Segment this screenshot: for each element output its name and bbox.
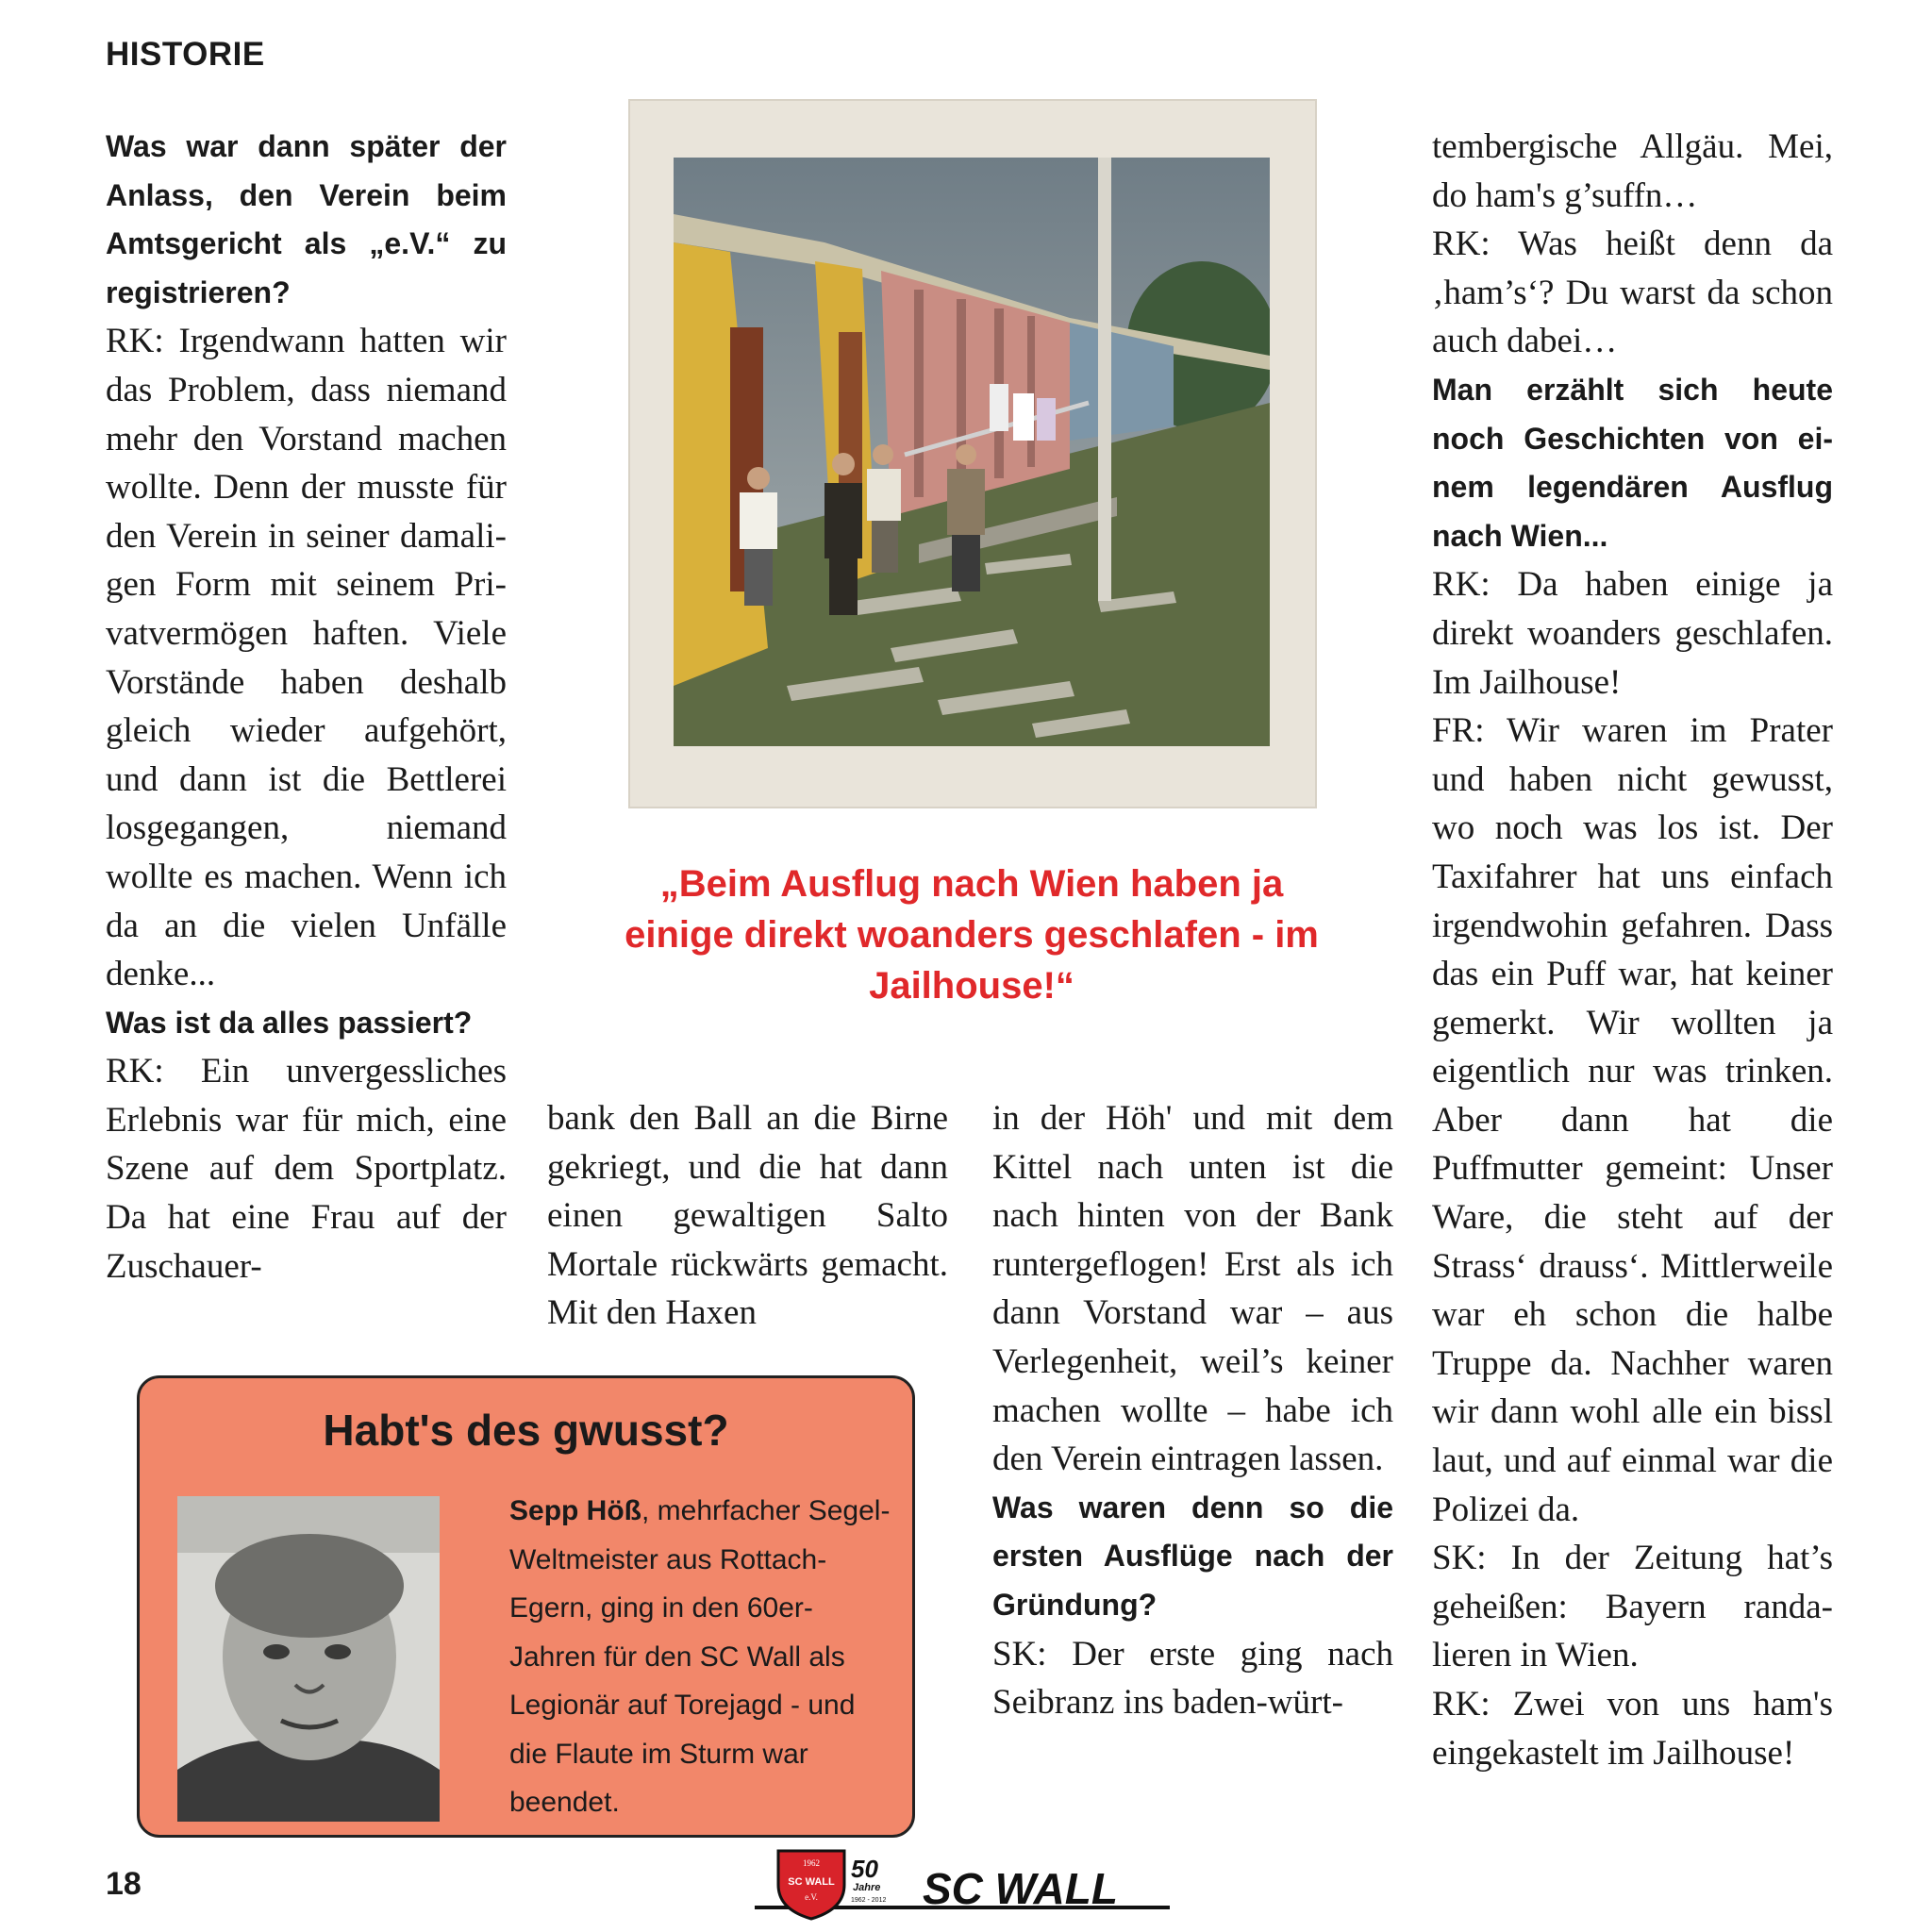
interview-question: Was ist da alles passiert? xyxy=(106,1005,473,1040)
club-wordmark: SC WALL xyxy=(923,1864,1118,1913)
info-box-body: , mehrfacher Segel-Weltmeister aus Rottach-Egern, ging in den 60er-Jahren für den SC Wall als Legionär auf Torejagd - und die Flaute im Sturm war beendet. xyxy=(509,1495,891,1818)
interview-answer: RK: Zwei von uns ham's eingekastelt im Jailhouse! xyxy=(1432,1685,1833,1773)
historic-photo xyxy=(674,158,1270,746)
info-box-title: Habt's des gwusst? xyxy=(323,1406,729,1455)
article-column-4 xyxy=(1432,123,1833,1777)
pull-quote: „Beim Ausflug nach Wien haben ja einige direkt woanders geschlafen - im Jailhouse!“ xyxy=(625,863,1319,1007)
interview-answer: in der Höh' und mit dem Kittel nach unten ist die nach hinten von der Bank runtergeflogen! Erst als ich dann Vorstand war – aus Verlegenheit, weil’s keiner machen wollte – habe ich den Verein eintragen lassen. xyxy=(992,1099,1393,1479)
info-box-text xyxy=(509,1487,896,1827)
page-number: 18 xyxy=(106,1866,142,1902)
interview-answer: SK: Der erste ging nach Seibranz ins baden-würt- xyxy=(992,1634,1393,1723)
interview-answer: RK: Was heißt denn da ‚ham’s‘? Du warst da schon auch dabei… xyxy=(1432,225,1833,361)
badge-name: SC WALL xyxy=(788,1876,835,1888)
interview-answer: SK: In der Zeitung hat’s geheißen: Bayern randalieren in Wien. xyxy=(1432,1539,1833,1675)
badge-ev: e.V. xyxy=(805,1892,818,1902)
article-column-3 xyxy=(992,1094,1393,1727)
anniversary-range: 1962 - 2012 xyxy=(851,1897,887,1904)
interview-answer: RK: Ein unvergessliches Erlebnis war für mich, eine Szene auf dem Sportplatz. Da hat eine Frau auf der Zuschauer- xyxy=(106,1052,507,1286)
interview-answer: bank den Ball an die Birne gekriegt, und die hat dann einen gewaltigen Salto Mortale rückwärts gemacht. Mit den Haxen xyxy=(547,1099,948,1333)
article-column-2 xyxy=(547,1094,948,1338)
interview-answer: FR: Wir waren im Prater und haben nicht gewusst, wo noch was los ist. Der Taxifahrer hat uns einfach irgendwohin gefahren. Dass das ein Puff war, hat keiner gemerkt. Wir wollten ja eigentlich nur was trinken. Aber dann hat die Puffmutter gemeint: Unser Ware, die steht auf der Strass‘ drauss‘. Mittlerweile war eh schon die halbe Truppe da. Nachher waren wir dann wohl alle ein bissl laut, und auf einmal war die Polizei da. xyxy=(1432,711,1833,1529)
info-box-name: Sepp Höß xyxy=(509,1495,641,1526)
portrait-photo xyxy=(177,1496,440,1822)
anniversary-word: Jahre xyxy=(853,1882,881,1893)
interview-answer: RK: Irgendwann hatten wir das Problem, dass niemand mehr den Vorstand machen wollte. Denn der musste für den Verein in seiner damaligen Form mit seinem Privatvermögen haften. Viele Vorstände haben deshalb gleich wieder aufgehört, und dann ist die Bettlerei losgegangen, niemand wollte es machen. Wenn ich da an die vielen Unfälle denke... xyxy=(106,322,507,994)
club-logo xyxy=(755,1847,1189,1923)
section-header: HISTORIE xyxy=(106,36,265,73)
info-box xyxy=(137,1375,915,1838)
interview-answer: tembergische Allgäu. Mei, do ham's g’suffn… xyxy=(1432,127,1833,215)
interview-question: Was war dann später der Anlass, den Verein beim Amtsgericht als „e.V.“ zu registrieren? xyxy=(106,129,507,309)
anniversary-number: 50 xyxy=(851,1855,878,1883)
article-column-1 xyxy=(106,123,507,1291)
interview-question: Man erzählt sich heute noch Geschichten von einem legendären Ausflug nach Wien... xyxy=(1432,372,1833,553)
badge-year: 1962 xyxy=(803,1858,820,1868)
interview-answer: RK: Da haben einige ja direkt woanders geschlafen. Im Jailhouse! xyxy=(1432,565,1833,702)
interview-question: Was waren denn so die ersten Ausflüge nach der Gründung? xyxy=(992,1490,1393,1622)
historic-photo-frame xyxy=(628,99,1317,808)
